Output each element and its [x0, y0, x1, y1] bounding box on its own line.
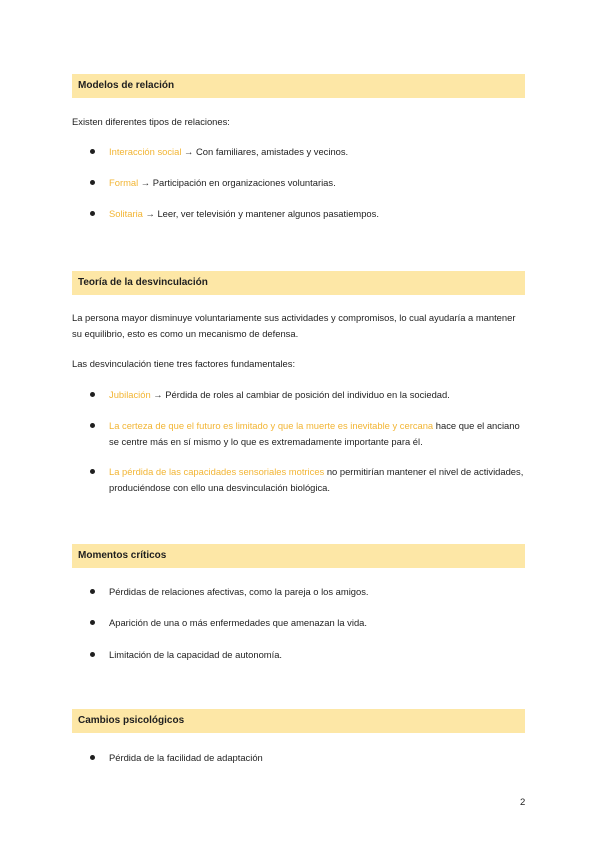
bullet-dot [90, 392, 95, 397]
highlighted-term: Formal [109, 177, 139, 188]
list-item-text: → Participación en organizaciones voluntarias. [138, 177, 336, 188]
section-header-cambios-psicologicos: Cambios psicológicos [72, 709, 525, 733]
list-item-text: Pérdida de la facilidad de adaptación [109, 752, 263, 763]
list-item [90, 144, 530, 160]
bullet-dot [90, 180, 95, 185]
highlighted-term: La pérdida de las capacidades sensoriales motrices [109, 466, 325, 477]
list-item-text: no permitirían mantener el nivel de actividades, produciéndose con ello una desvinculación biológica. [109, 466, 524, 493]
list-item-text: Pérdidas de relaciones afectivas, como la pareja o los amigos. [109, 586, 369, 597]
bullet-dot [90, 423, 95, 428]
bullet-dot [90, 589, 95, 594]
list-item-text: Limitación de la capacidad de autonomía. [109, 649, 283, 660]
list-item [90, 647, 530, 663]
section-paragraph: La persona mayor disminuye voluntariamente sus actividades y compromisos, lo cual ayudaría a mantener su equilibrio, esto es como un mecanismo de defensa. [72, 312, 516, 339]
section-header-teoria-de-la-desvinculacion: Teoría de la desvinculación [72, 271, 525, 295]
section-intro: Existen diferentes tipos de relaciones: [72, 116, 230, 127]
bullet-dot [90, 469, 95, 474]
list-item [90, 418, 530, 450]
list-item-text: Aparición de una o más enfermedades que amenazan la vida. [109, 617, 367, 628]
bullet-dot [90, 620, 95, 625]
highlighted-term: La certeza de que el futuro es limitado y que la muerte es inevitable y cercana [109, 420, 434, 431]
bullet-dot [90, 149, 95, 154]
list-item [90, 387, 530, 403]
list-item [90, 750, 530, 766]
bullet-dot [90, 755, 95, 760]
list-item [90, 175, 530, 191]
highlighted-term: Solitaria [109, 208, 143, 219]
section-paragraph: Las desvinculación tiene tres factores fundamentales: [72, 358, 296, 369]
list-item [90, 464, 530, 496]
list-item [90, 584, 530, 600]
list-item-text: → Leer, ver televisión y mantener algunos pasatiempos. [142, 208, 379, 219]
list-item-text: → Pérdida de roles al cambiar de posición del individuo en la sociedad. [150, 389, 450, 400]
page-number: 2 [520, 797, 526, 808]
list-item-text: → Con familiares, amistades y vecinos. [181, 146, 349, 157]
list-item [90, 206, 530, 222]
section-header-momentos-criticos: Momentos críticos [72, 544, 525, 568]
bullet-dot [90, 211, 95, 216]
bullet-dot [90, 652, 95, 657]
section-header-modelos-de-relacion: Modelos de relación [72, 74, 525, 98]
highlighted-term: Interacción social [109, 146, 182, 157]
list-item-text: hace que el anciano se centre más en sí mismo y lo que es extremadamente importante para él. [109, 420, 520, 447]
highlighted-term: Jubilación [109, 389, 151, 400]
list-item [90, 615, 530, 631]
